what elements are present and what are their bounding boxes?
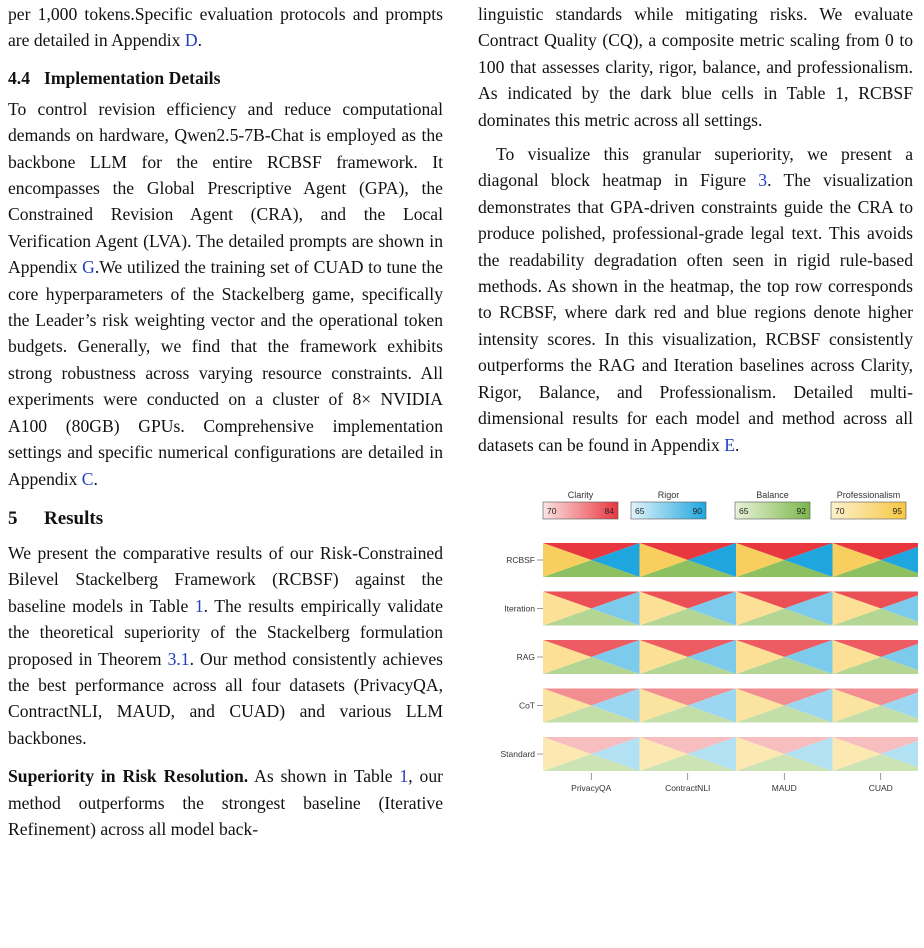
right-column [478, 0, 913, 458]
legend-title-balance: Balance [756, 490, 789, 500]
table-1-link[interactable]: 1 [194, 595, 204, 616]
heatmap-paragraph: To visualize this granular superiority, we present a diagonal block heatmap in Figure 3. The visualization demonstrates that GPA-driven constraints guide the CRA to produce polished, professional-grade legal text. This avoids the readability degradation often seen in rigid rule-based methods. As shown in the heatmap, the top row corresponds to RCBSF, where dark red and blue regions denote higher intensity scores. In this visualization, RCBSF consistently outperforms the RAG and Iteration baselines across Clarity, Rigor, Balance, and Professionalism. Detailed multi-dimensional results for each model and method across all datasets can be found in Appendix E. [478, 144, 913, 455]
legend-max-label: 90 [692, 506, 702, 516]
appendix-d-link[interactable]: D [184, 30, 198, 51]
legend-max-label: 92 [796, 506, 806, 516]
legend-max-label: 84 [604, 506, 614, 516]
appendix-e-link[interactable]: E [724, 434, 736, 455]
row-label-rag: RAG [516, 652, 535, 662]
figure-3-link[interactable]: 3 [758, 170, 768, 191]
row-label-standard: Standard [500, 749, 535, 759]
legend-title-rigor: Rigor [657, 490, 680, 500]
theorem-3-1-link[interactable]: 3.1 [167, 648, 190, 669]
figure-3-heatmap [498, 482, 918, 942]
legend-title-clarity: Clarity [567, 490, 594, 500]
section-heading-5: 5 Results [8, 507, 104, 529]
risk-resolution-paragraph: Superiority in Risk Resolution. As shown in Table 1, our method outperforms the strongest baseline (Iterative Refinement) across all model back- [8, 766, 443, 839]
left-column [8, 0, 443, 842]
row-label-cot: CoT [518, 700, 535, 711]
heatmap-svg [498, 482, 918, 942]
legend-title-professionalism: Professionalism [836, 490, 901, 500]
row-label-rcbsf: RCBSF [506, 555, 535, 565]
appendix-c-link[interactable]: C [81, 468, 94, 489]
paragraph-continued: per 1,000 tokens.Specific evaluation protocols and prompts are detailed in Appendix D. [8, 4, 443, 51]
column-label-maud: MAUD [771, 783, 797, 793]
legend-min-label: 70 [835, 506, 845, 516]
column-label-cuad: CUAD [868, 783, 893, 793]
column-label-contractnli: ContractNLI [665, 783, 711, 793]
quality-paragraph: linguistic standards while mitigating risks. We evaluate Contract Quality (CQ), a composite metric scaling from 0 to 100 that assesses clarity, rigor, balance, and professionalism. As indicated by the dark blue cells in Table 1, RCBSF dominates this metric across all settings. [478, 4, 913, 130]
section-heading-4-4: 4.4 Implementation Details [8, 67, 221, 88]
column-label-privacyqa: PrivacyQA [571, 783, 612, 793]
legend-min-label: 70 [547, 506, 557, 516]
legend-max-label: 95 [892, 506, 902, 516]
legend-min-label: 65 [739, 506, 749, 516]
implementation-paragraph: To control revision efficiency and reduce computational demands on hardware, Qwen2.5-7B-Chat is employed as the backbone LLM for the entire RCBSF framework. It encompasses the Global Prescriptive Agent (GPA), the Constrained Revision Agent (CRA), and the Local Verification Agent (LVA). The detailed prompts are shown in Appendix G.We utilized the training set of CUAD to tune the core hyperparameters of the Stackelberg game, specifically the Leader’s risk weighting vector and the operational token budgets. Generally, we find that the framework exhibits strong robustness across varying resource constraints. All experiments were conducted on a cluster of 8× NVIDIA A100 (80GB) GPUs. Comprehensive implementation settings and specific numerical configurations are detailed in Appendix C. [8, 98, 443, 489]
results-paragraph: We present the comparative results of our Risk-Constrained Bilevel Stackelberg Framework (RCBSF) against the baseline models in Table 1. The results empirically validate the theoretical superiority of the Stackelberg formulation proposed in Theorem 3.1. Our method consistently achieves the best performance across all four datasets (PrivacyQA, ContractNLI, MAUD, and CUAD) and various LLM backbones. [8, 542, 443, 748]
legend-min-label: 65 [635, 506, 645, 516]
appendix-g-link[interactable]: G [82, 257, 95, 278]
table-1-link-2[interactable]: 1 [399, 766, 409, 787]
risk-resolution-title: Superiority in Risk Resolution. [8, 766, 249, 787]
row-label-iteration: Iteration [504, 603, 535, 614]
